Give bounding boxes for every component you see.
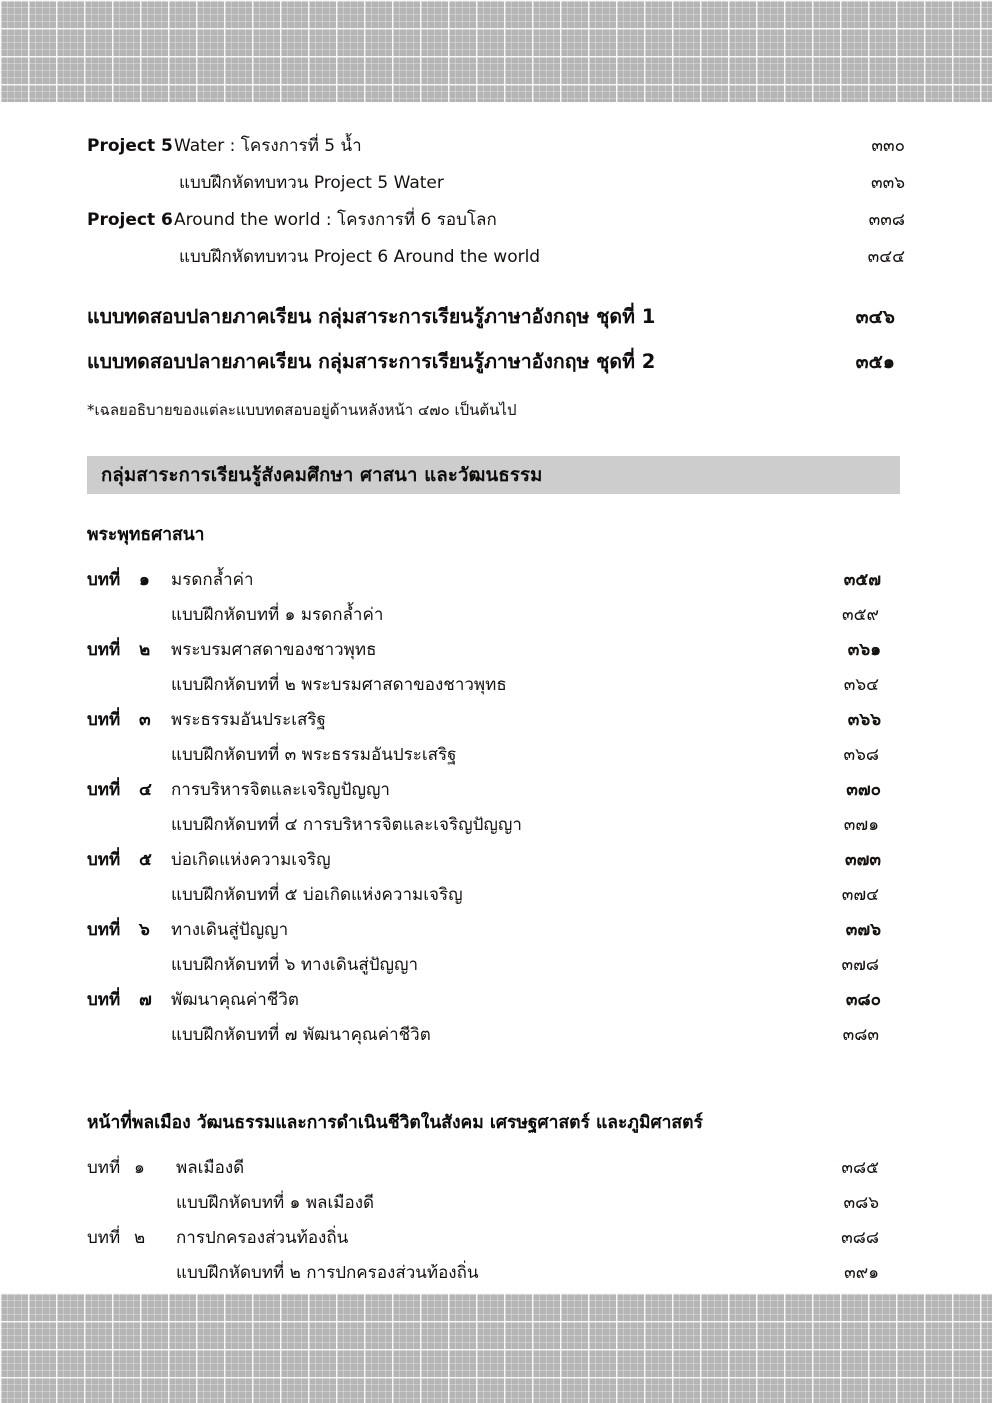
exercise-title: แบบฝึกหัดบทที่ ๑ พลเมืองดี [176,1193,375,1213]
project-label: Project 6 [87,210,173,230]
chapter-number: ๒ [134,1228,146,1248]
page-number: ๓๘๘ [841,1228,879,1248]
chapter-label: บทที่ [87,570,121,590]
toc-entry-chapter[interactable] [87,566,905,601]
page-number: ๓๘๓ [842,1025,879,1045]
chapter-title: มรดกล้ำค่า [171,570,254,590]
decorative-grid-band-bottom [0,1293,992,1403]
exam-list [87,280,905,384]
page-number: ๓๕๗ [843,570,881,590]
page-number: ๓๕๙ [842,605,879,625]
project-title: Around the world : โครงการที่ 6 รอบโลก [174,210,497,230]
toc-content [87,102,905,1294]
chapter-number: ๑ [139,570,150,590]
page-number: ๓๙๑ [844,1263,879,1283]
chapter-number: ๖ [139,920,150,940]
footnote-text: *เฉลยอธิบายของแต่ละแบบทดสอบอยู่ด้านหลังหน้า ๔๗๐ เป็นต้นไป [87,401,517,419]
page-number: ๓๗๔ [841,885,879,905]
toc-entry-chapter[interactable] [87,636,905,671]
subject-heading-buddhism: พระพุทธศาสนา [87,525,205,545]
exercise-title: แบบฝึกหัดทบทวน Project 6 Around the world [179,247,541,267]
exercise-title: แบบฝึกหัดบทที่ ๕ บ่อเกิดแห่งความเจริญ [171,885,463,905]
toc-entry-chapter-exercise[interactable] [87,951,905,986]
project-title: Water : โครงการที่ 5 น้ำ [174,136,362,156]
toc-entry-chapter-exercise[interactable] [87,601,905,636]
page-number: ๓๖๘ [843,745,879,765]
page-number: ๓๔๔ [867,247,905,267]
toc-entry-chapter[interactable] [87,1224,905,1259]
toc-entry-chapter-exercise[interactable] [87,811,905,846]
exercise-title: แบบฝึกหัดบทที่ ๔ การบริหารจิตและเจริญปัญญา [171,815,522,835]
project-list [87,102,905,280]
exercise-title: แบบฝึกหัดบทที่ ๗ พัฒนาคุณค่าชีวิต [171,1025,431,1045]
toc-entry-chapter[interactable] [87,916,905,951]
page-number: ๓๗๘ [841,955,879,975]
page-number: ๓๖๔ [843,675,879,695]
chapter-label: บทที่ [87,780,121,800]
chapter-number: ๗ [139,990,152,1010]
toc-entry-project-exercise[interactable] [87,243,905,280]
page-number: ๓๖๖ [847,710,881,730]
chapter-label: บทที่ [87,1228,121,1248]
chapter-title: พัฒนาคุณค่าชีวิต [171,990,299,1010]
exam-title: แบบทดสอบปลายภาคเรียน กลุ่มสาระการเรียนรู้ภาษาอังกฤษ ชุดที่ 1 [87,305,656,328]
chapter-label: บทที่ [87,710,121,730]
toc-entry-chapter-exercise[interactable] [87,881,905,916]
chapter-label: บทที่ [87,850,121,870]
page-body [0,102,992,1293]
toc-entry-chapter[interactable] [87,1154,905,1189]
exercise-title: แบบฝึกหัดบทที่ ๑ มรดกล้ำค่า [171,605,384,625]
chapter-label: บทที่ [87,1158,121,1178]
toc-entry-project[interactable] [87,206,905,243]
project-label: Project 5 [87,136,173,156]
section-spacer [87,1056,905,1108]
chapter-title: ทางเดินสู่ปัญญา [171,920,289,940]
decorative-grid-band-top [0,0,992,102]
page-number: ๓๗๑ [843,815,879,835]
chapter-list-civics [87,1136,905,1294]
chapter-number: ๒ [139,640,151,660]
page-number: ๓๘๖ [843,1193,879,1213]
toc-entry-chapter-exercise[interactable] [87,741,905,776]
page-number: ๓๓๘ [868,210,905,230]
page-number: ๓๘๐ [845,990,881,1010]
exercise-title: แบบฝึกหัดบทที่ ๒ การปกครองส่วนท้องถิ่น [176,1263,479,1283]
chapter-number: ๓ [139,710,151,730]
toc-entry-chapter-exercise[interactable] [87,1189,905,1224]
chapter-label: บทที่ [87,640,121,660]
page-number: ๓๖๑ [847,640,881,660]
toc-entry-chapter-exercise[interactable] [87,1021,905,1056]
page-number: ๓๗๐ [846,780,881,800]
toc-entry-chapter[interactable] [87,986,905,1021]
exam-title: แบบทดสอบปลายภาคเรียน กลุ่มสาระการเรียนรู้ภาษาอังกฤษ ชุดที่ 2 [87,350,656,373]
chapter-title: พลเมืองดี [176,1158,245,1178]
chapter-number: ๔ [139,780,152,800]
toc-entry-project[interactable] [87,132,905,169]
page-number: ๓๔๖ [855,305,895,328]
page-number: ๓๗๓ [844,850,881,870]
toc-entry-chapter-exercise[interactable] [87,1259,905,1294]
section-header-title: กลุ่มสาระการเรียนรู้สังคมศึกษา ศาสนา และวัฒนธรรม [101,464,543,486]
toc-entry-exam[interactable] [87,339,905,384]
toc-entry-chapter[interactable] [87,846,905,881]
chapter-number: ๕ [139,850,152,870]
chapter-label: บทที่ [87,990,121,1010]
chapter-title: การปกครองส่วนท้องถิ่น [176,1228,349,1248]
exercise-title: แบบฝึกหัดทบทวน Project 5 Water [179,173,444,193]
chapter-label: บทที่ [87,920,121,940]
toc-entry-project-exercise[interactable] [87,169,905,206]
exercise-title: แบบฝึกหัดบทที่ ๓ พระธรรมอันประเสริฐ [171,745,457,765]
chapter-title: พระบรมศาสดาของชาวพุทธ [171,640,377,660]
chapter-list-buddhism [87,548,905,1056]
toc-entry-exam[interactable] [87,294,905,339]
page-number: ๓๗๖ [845,920,881,940]
chapter-title: พระธรรมอันประเสริฐ [171,710,326,730]
toc-entry-chapter-exercise[interactable] [87,671,905,706]
page-number: ๓๓๖ [870,173,905,193]
page-number: ๓๘๕ [841,1158,879,1178]
toc-entry-chapter[interactable] [87,776,905,811]
exercise-title: แบบฝึกหัดบทที่ ๒ พระบรมศาสดาของชาวพุทธ [171,675,507,695]
exercise-title: แบบฝึกหัดบทที่ ๖ ทางเดินสู่ปัญญา [171,955,419,975]
page-number: ๓๓๐ [871,136,905,156]
chapter-title: บ่อเกิดแห่งความเจริญ [171,850,331,870]
chapter-title: การบริหารจิตและเจริญปัญญา [171,780,390,800]
page-number: ๓๕๑ [855,350,895,373]
chapter-number: ๑ [134,1158,145,1178]
section-header-bar [87,456,900,494]
subject-heading-civics: หน้าที่พลเมือง วัฒนธรรมและการดำเนินชีวิตในสังคม เศรษฐศาสตร์ และภูมิศาสตร์ [87,1113,703,1133]
toc-entry-chapter[interactable] [87,706,905,741]
